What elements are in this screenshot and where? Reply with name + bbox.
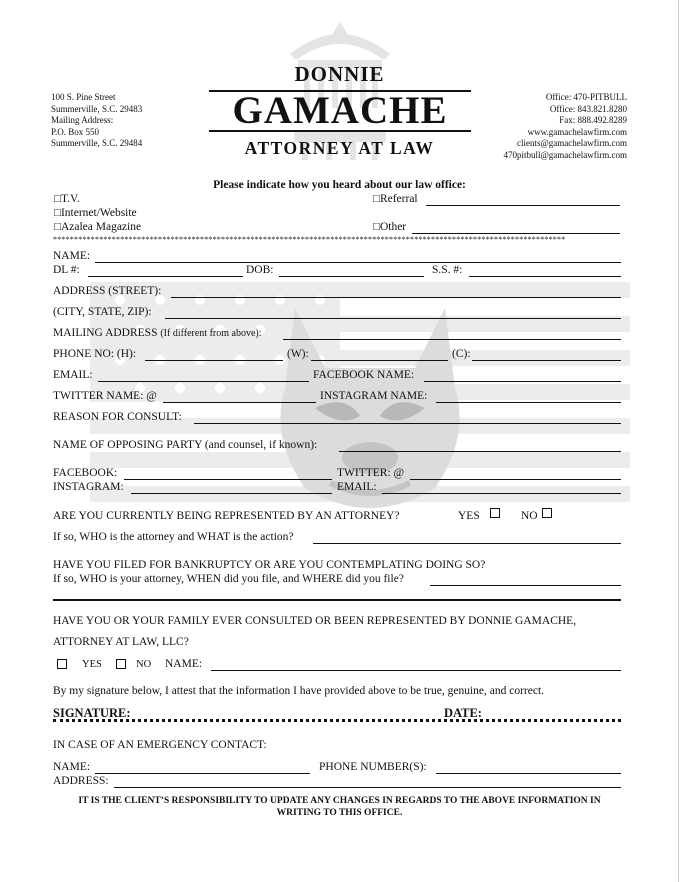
dob-field[interactable] [279,276,424,277]
phone-home-field[interactable] [145,360,283,361]
opposing-party-label [53,439,317,451]
address-line: Mailing Address: [51,115,114,125]
contact-line: Office: 843.821.8280 [549,103,627,114]
instagram-name-field[interactable] [436,402,621,403]
emergency-name-field[interactable] [95,773,310,774]
consulted-no-checkbox[interactable] [116,659,126,669]
bankruptcy-detail-label: If so, WHO is your attorney, WHEN did you file, and WHERE did you file? [53,573,404,585]
address-line: 100 S. Pine Street [51,92,116,102]
bankruptcy-question: HAVE YOU FILED FOR BANKRUPTCY OR ARE YOU CONTEMPLATING DOING SO? [53,559,486,571]
mailing-address-field[interactable] [283,339,621,340]
option-label: Internet/Website [60,207,137,219]
city-state-zip-field[interactable] [165,318,621,319]
referral-option-azalea[interactable] [54,221,141,233]
phone-cell-field[interactable] [472,360,621,361]
email-label: EMAIL: [53,369,93,381]
option-label: Other [379,221,407,233]
dob-label: DOB: [246,264,274,276]
opposing-facebook-label: FACEBOOK: [53,467,118,479]
separator: ************************************************************************************************************************** [53,236,566,244]
bankruptcy-detail-field-2[interactable] [53,599,621,601]
mailing-address-text: MAILING ADDRESS [53,327,158,339]
opposing-instagram-field[interactable] [131,493,332,494]
twitter-name-label: TWITTER NAME: @ [53,390,157,402]
consulted-name-field[interactable] [211,670,621,671]
footer-notice-line1: IT IS THE CLIENT’S RESPONSIBILITY TO UPDATE ANY CHANGES IN REGARDS TO THE ABOVE INFORMATION IN [78,796,601,806]
checkbox-icon[interactable]: □ [54,193,61,205]
office-contact [503,92,627,161]
referral-field[interactable] [426,205,620,206]
emergency-name-label: NAME: [53,761,91,773]
facebook-name-label: FACEBOOK NAME: [313,369,415,381]
reason-field[interactable] [194,423,621,424]
brand-tagline: ATTORNEY AT LAW [244,138,435,158]
consulted-yes-checkbox[interactable] [57,659,67,669]
if-so-who-label: If so, WHO is the attorney and WHAT is the action? [53,531,294,543]
address-line: P.O. Box 550 [51,126,100,137]
mailing-address-label [53,327,262,339]
name-field[interactable] [95,262,621,263]
checkbox-icon[interactable]: □ [54,207,61,219]
address-line: Summerville, S.C. 29483 [51,103,143,114]
opposing-facebook-field[interactable] [124,479,332,480]
represented-question: ARE YOU CURRENTLY BEING REPRESENTED BY AN ATTORNEY? [53,510,400,522]
dl-label: DL #: [53,264,80,276]
option-label: Azalea Magazine [60,221,142,233]
contact-line: clients@gamachelawfirm.com [517,138,627,148]
mailing-address-note: (If different from above): [160,328,262,339]
date-label: DATE: [444,706,482,720]
opposing-twitter-label: TWITTER: @ [337,467,405,479]
consulted-question-line1: HAVE YOU OR YOUR FAMILY EVER CONSULTED OR BEEN REPRESENTED BY DONNIE GAMACHE, [53,615,577,627]
opposing-email-label: EMAIL: [337,481,377,493]
represented-no-label: NO [521,510,538,522]
option-label: T.V. [60,193,80,205]
address-street-label: ADDRESS (STREET): [53,285,162,297]
contact-line: Office: 470-PITBULL [545,92,627,102]
brand-first-name: DONNIE [294,62,385,86]
phone-cell-label: (C): [452,348,471,360]
name-label: NAME: [53,250,91,262]
referral-option-other[interactable] [373,221,406,233]
opposing-party-text: NAME OF OPPOSING PARTY [53,439,202,451]
if-so-who-field[interactable] [313,543,621,544]
address-line: Summerville, S.C. 29484 [51,138,143,148]
twitter-name-field[interactable] [163,402,316,403]
dl-field[interactable] [88,276,243,277]
contact-line: www.gamachelawfirm.com [527,126,627,137]
phone-work-field[interactable] [311,360,448,361]
checkbox-icon[interactable]: □ [54,221,61,233]
emergency-address-label: ADDRESS: [53,775,109,787]
footer-notice-line2: WRITING TO THIS OFFICE. [276,808,403,818]
contact-line: Fax: 888.492.8289 [559,115,627,125]
consulted-no-label: NO [136,659,152,670]
ss-field[interactable] [469,276,621,277]
represented-no-checkbox[interactable] [542,508,552,518]
facebook-name-field[interactable] [424,381,621,382]
opposing-party-field[interactable] [339,451,621,452]
emergency-phone-label: PHONE NUMBER(S): [319,761,427,773]
other-field[interactable] [412,233,620,234]
emergency-heading: IN CASE OF AN EMERGENCY CONTACT: [53,739,267,751]
opposing-twitter-field[interactable] [410,479,621,480]
contact-line: 470pitbull@gamachelawfirm.com [503,149,627,160]
brand-last-name: GAMACHE [209,90,471,132]
referral-heading: Please indicate how you heard about our law office: [213,179,466,191]
opposing-email-field[interactable] [382,493,621,494]
referral-option-internet[interactable] [54,207,137,219]
checkbox-icon[interactable]: □ [373,193,380,205]
signature-line[interactable] [53,719,621,722]
represented-yes-checkbox[interactable] [490,508,500,518]
consulted-name-label: NAME: [165,658,203,670]
address-street-field[interactable] [171,297,621,298]
option-label: Referral [379,193,418,205]
emergency-address-field[interactable] [114,787,621,788]
referral-option-referral[interactable] [373,193,418,205]
phone-work-label: (W): [287,348,309,360]
emergency-phone-field[interactable] [436,773,621,774]
consulted-question-line2: ATTORNEY AT LAW, LLC? [53,636,189,648]
signature-label: SIGNATURE: [53,706,131,720]
represented-yes-label: YES [458,510,480,522]
attestation-text: By my signature below, I attest that the information I have provided above to be true, genuine, and correct. [53,685,545,697]
email-field[interactable] [98,381,309,382]
opposing-instagram-label: INSTAGRAM: [53,481,124,493]
opposing-party-note: (and counsel, if known): [204,439,318,451]
instagram-name-label: INSTAGRAM NAME: [320,390,428,402]
referral-option-tv[interactable] [54,193,80,205]
city-state-zip-label: (CITY, STATE, ZIP): [53,306,152,318]
ss-label: S.S. #: [432,264,463,276]
checkbox-icon[interactable]: □ [373,221,380,233]
bankruptcy-detail-field[interactable] [430,585,621,586]
phone-home-label: PHONE NO: (H): [53,348,137,360]
consulted-yes-label: YES [82,659,102,670]
reason-label: REASON FOR CONSULT: [53,411,182,423]
